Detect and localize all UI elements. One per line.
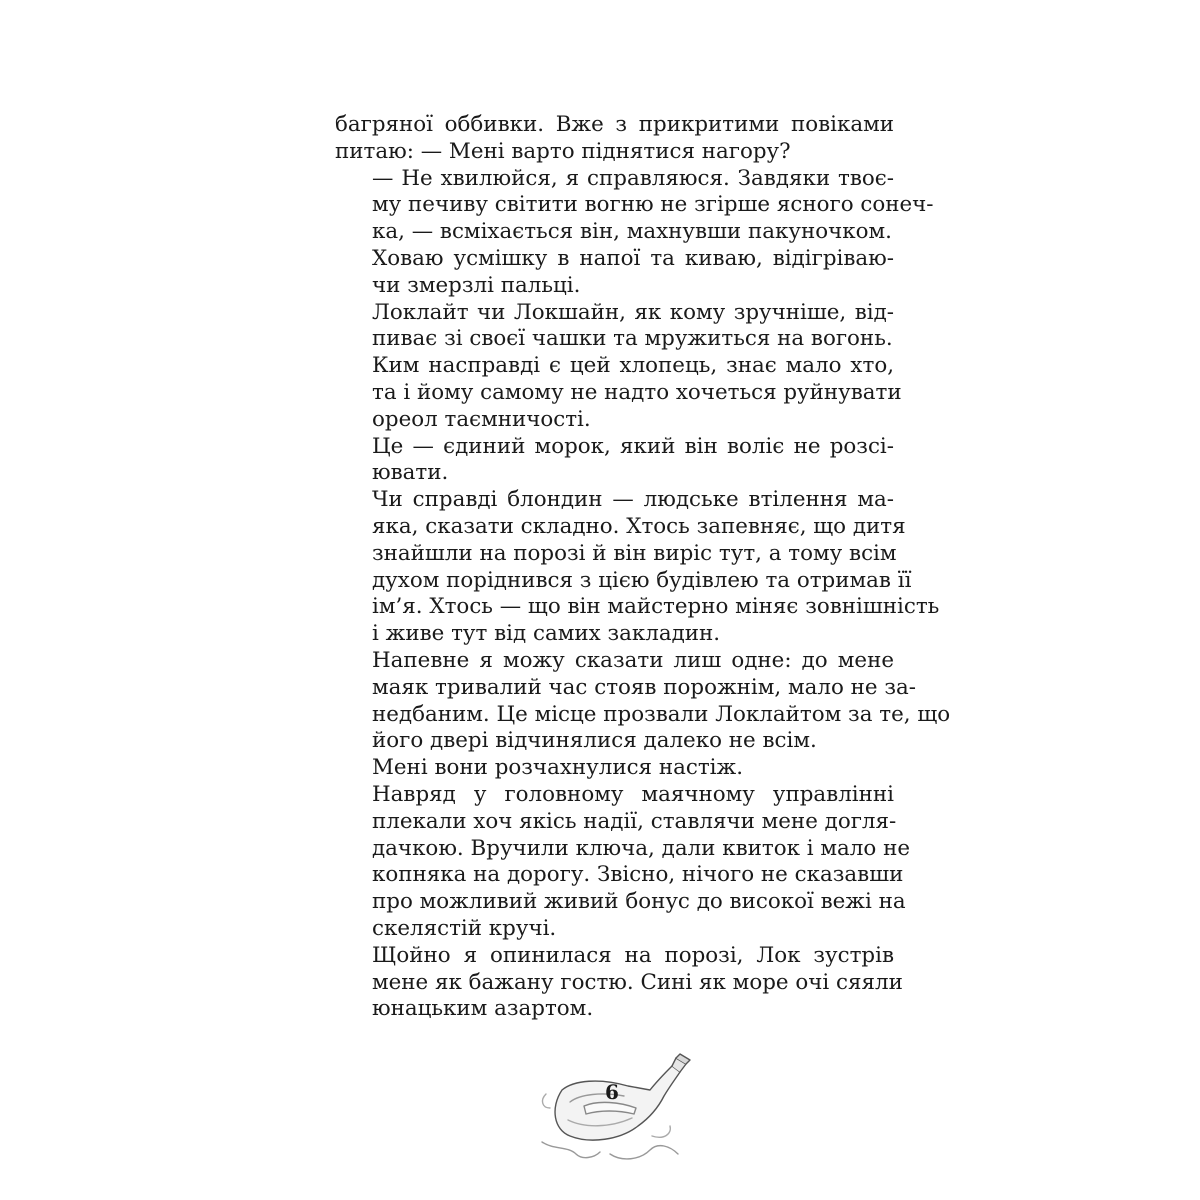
paragraph — [335, 755, 894, 782]
paragraph — [335, 647, 951, 755]
page-number: 6 — [605, 1080, 619, 1104]
text-line: пиває зі своєї чашки та мружиться на вогонь. — [372, 326, 893, 352]
text-line: багряної оббивки. Вже з прикритими повіками — [335, 112, 894, 137]
text-line: Це — єдиний морок, який він воліє не розсі- — [372, 433, 894, 459]
text-line: Чи справді блондин — людське втілення ма- — [372, 487, 894, 513]
text-line: яка, сказати складно. Хтось запевняє, що дитя — [372, 513, 906, 539]
text-line: про можливий живий бонус до високої вежі на — [372, 889, 906, 915]
text-line: Ким насправді є цей хлопець, знає мало хто, — [372, 353, 894, 379]
text-line: ім’я. Хтось — що він майстерно міняє зовнішність — [372, 594, 940, 620]
text-line: Щойно я опинилася на порозі, Лок зустрів — [372, 942, 894, 968]
text-line: плекали хоч якісь надії, ставлячи мене догля- — [372, 808, 897, 834]
text-line: скелястій кручі. — [372, 915, 557, 941]
text-line: мене як бажану гостю. Сині як море очі сяяли — [372, 969, 903, 995]
text-line: недбаним. Це місце прозвали Локлайтом за те, що — [372, 701, 951, 727]
paragraph — [335, 112, 894, 166]
text-line: ореол таємничості. — [372, 406, 591, 432]
paragraph — [335, 353, 902, 433]
paragraph — [335, 434, 894, 488]
text-line: Ховаю усмішку в напої та киваю, відігріваю- — [372, 245, 894, 271]
text-line: копняка на дорогу. Звісно, нічого не сказавши — [372, 862, 904, 888]
text-line: його двері відчинялися далеко не всім. — [372, 728, 817, 754]
text-line: Мені вони розчахнулися настіж. — [372, 755, 743, 781]
text-line: чи змерзлі пальці. — [372, 272, 581, 298]
text-line: Навряд у головному маячному управлінні — [372, 781, 894, 807]
text-line: му печиву світити вогню не згірше ясного сонеч- — [372, 192, 934, 218]
text-line: духом поріднився з цією будівлею та отримав її — [372, 567, 912, 593]
paragraph — [335, 942, 903, 1023]
text-line: — Не хвилюйся, я справляюся. Завдяки твоє- — [372, 165, 894, 191]
text-line: ка, — всміхається він, махнувши пакуночком. — [372, 219, 892, 245]
text-line: юнацьким азартом. — [372, 996, 594, 1022]
text-line: Напевне я можу сказати лиш одне: до мене — [372, 647, 894, 673]
paragraph — [335, 300, 894, 354]
text-line: ювати. — [372, 460, 449, 486]
paragraph — [335, 781, 910, 943]
paragraph — [335, 246, 894, 300]
text-line: і живе тут від самих закладин. — [372, 621, 721, 647]
paragraph — [335, 165, 934, 246]
text-line: знайшли на порозі й він виріс тут, а тому всім — [372, 540, 897, 566]
text-line: та і йому самому не надто хочеться руйнувати — [372, 379, 902, 405]
text-line: маяк тривалий час стояв порожнім, мало не за- — [372, 674, 916, 700]
text-line: дачкою. Вручили ключа, дали квиток і мало не — [372, 835, 910, 861]
text-line: Локлайт чи Локшайн, як кому зручніше, від- — [372, 299, 894, 325]
text-line: питаю: — Мені варто піднятися нагору? — [335, 138, 791, 164]
bottle-icon — [540, 1050, 700, 1170]
paragraph — [335, 487, 940, 648]
body-text — [335, 112, 951, 1023]
